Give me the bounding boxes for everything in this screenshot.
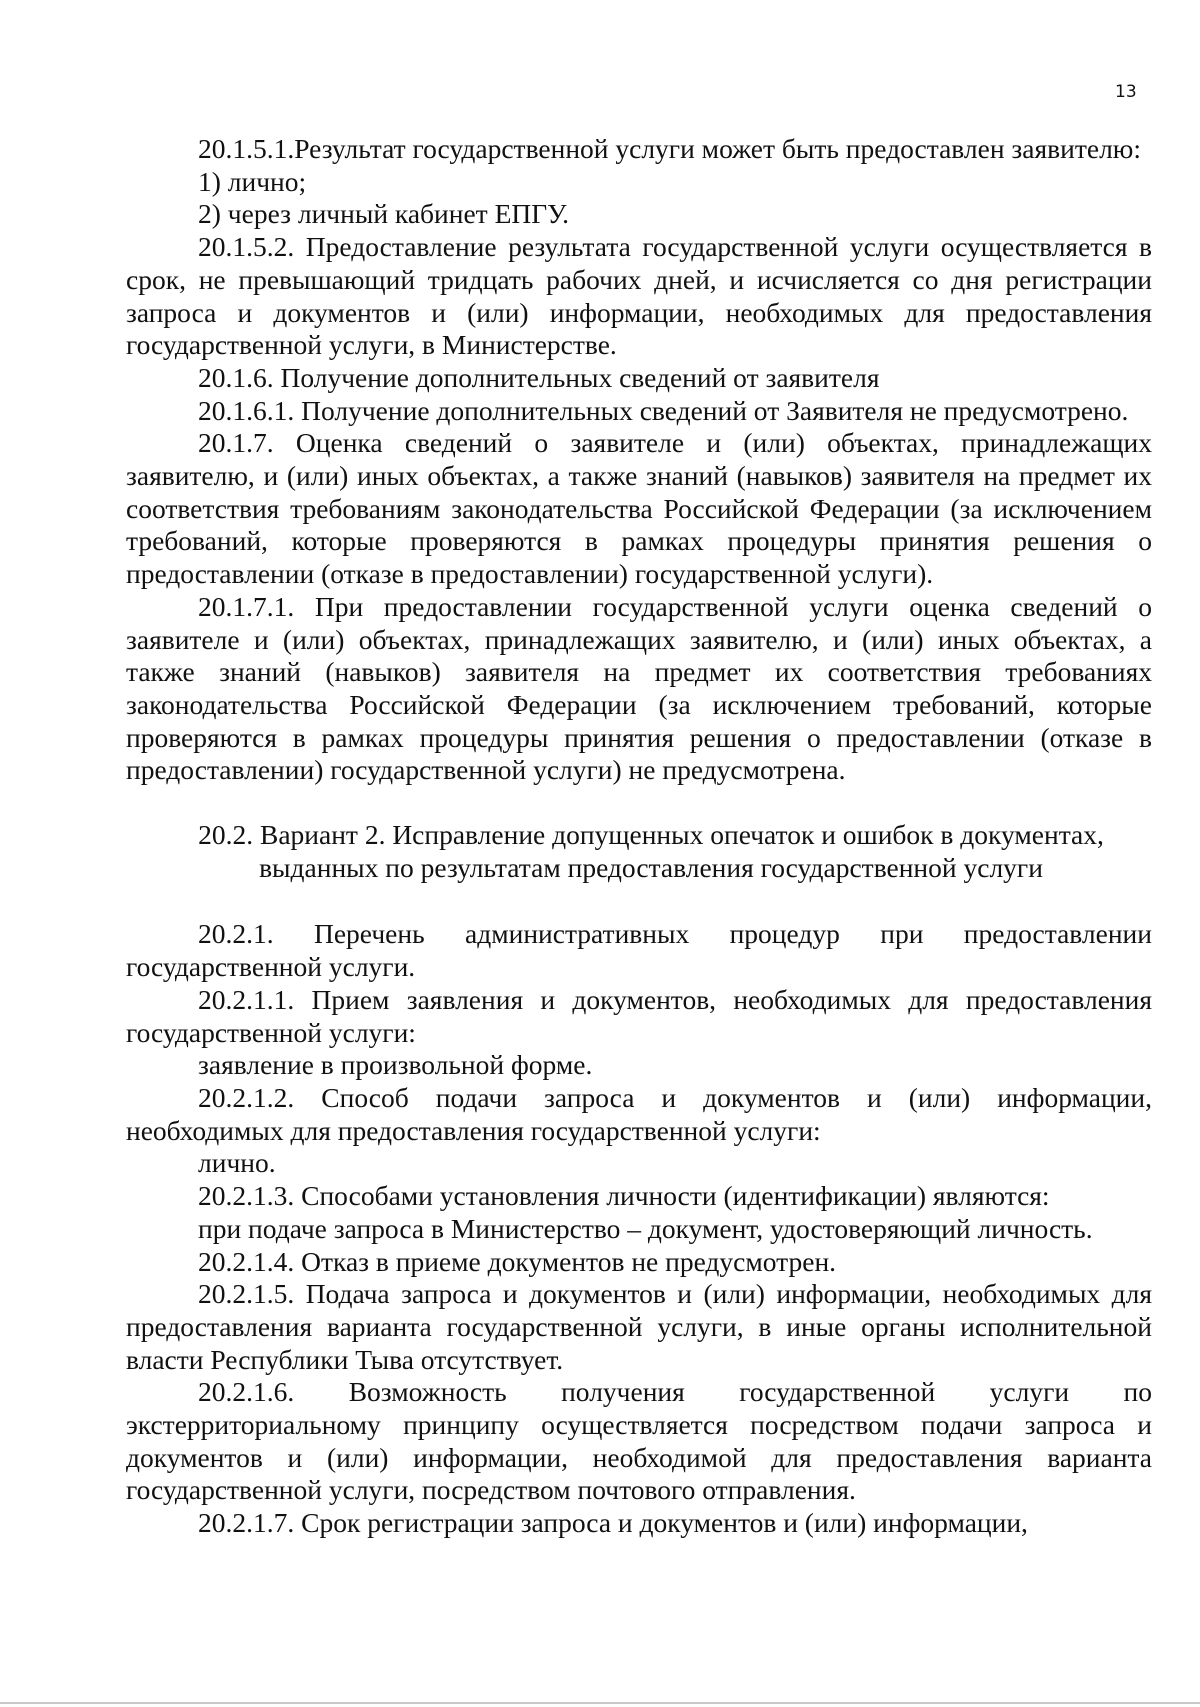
page-number: 13 [1115,82,1137,102]
list-item-in-person: 1) лично; [198,165,307,197]
paragraph-20-2-1: 20.2.1. Перечень административных процедур при предоставлении государственной услуги. [126,918,1152,983]
document-body [126,133,1152,1540]
paragraph-20-1-6-1: 20.1.6.1. Получение дополнительных сведений от Заявителя не предусмотрено. [198,394,1129,426]
paragraph-20-2-1-7: 20.2.1.7. Срок регистрации запроса и документов и (или) информации, [198,1507,1028,1539]
spacer [126,787,1152,819]
paragraph-in-person: лично. [198,1147,276,1179]
paragraph-free-form-application: заявление в произвольной форме. [198,1049,593,1081]
paragraph-20-2-1-3: 20.2.1.3. Способами установления личности (идентификации) являются: [198,1180,1050,1212]
section-heading-line-2: выданных по результатам предоставления государственной услуги [259,851,1043,883]
paragraph-20-2-1-5: 20.2.1.5. Подача запроса и документов и (или) информации, необходимых для предоставления варианта государственной услуги, в иные органы исполнительной власти Республики Тыва отсутствует. [126,1278,1152,1375]
paragraph-20-1-5-2: 20.1.5.2. Предоставление результата государственной услуги осуществляется в срок, не превышающий тридцать рабочих дней, и исчисляется со дня регистрации запроса и документов и (или) информации, необходимых для предоставления государственной услуги, в Министерстве. [126,231,1152,361]
paragraph-20-1-7-1: 20.1.7.1. При предоставлении государственной услуги оценка сведений о заявителе и (или) объектах, принадлежащих заявителю, и (или) иных объектах, а также знаний (навыков) заявителя на предмет их соответствия требованиях законодательства Российской Федерации (за исключением требований, которые проверяются в рамках процедуры принятия решения о предоставлении (отказе в предоставлении) государственной услуги) не предусмотрена. [126,590,1152,786]
list-item-epgu-cabinet: 2) через личный кабинет ЕПГУ. [198,198,569,230]
paragraph-20-2-1-4: 20.2.1.4. Отказ в приеме документов не предусмотрен. [198,1245,837,1277]
paragraph-20-1-5-1: 20.1.5.1.Результат государственной услуги может быть предоставлен заявителю: [198,133,1141,164]
page-bottom-edge [0,1702,1200,1704]
spacer [126,884,1152,918]
paragraph-20-1-7: 20.1.7. Оценка сведений о заявителе и (или) объектах, принадлежащих заявителю, и (или) иных объектах, а также знаний (навыков) заявителя на предмет их соответствия требованиям законодательства Российской Федерации (за исключением требований, которые проверяются в рамках процедуры принятия решения о предоставлении (отказе в предоставлении) государственной услуги). [126,427,1152,590]
section-heading-line-1: 20.2. Вариант 2. Исправление допущенных опечаток и ошибок в документах, [198,819,1104,851]
paragraph-20-1-6: 20.1.6. Получение дополнительных сведений от заявителя [198,361,880,393]
paragraph-20-2-1-1: 20.2.1.1. Прием заявления и документов, необходимых для предоставления государственной услуги: [126,983,1152,1048]
paragraph-identity-document: при подаче запроса в Министерство – документ, удостоверяющий личность. [198,1212,1093,1244]
paragraph-20-2-1-2: 20.2.1.2. Способ подачи запроса и документов и (или) информации, необходимых для предоставления государственной услуги: [126,1081,1152,1146]
paragraph-20-2-1-6: 20.2.1.6. Возможность получения государственной услуги по экстерриториальному принципу осуществляется посредством подачи запроса и документов и (или) информации, необходимой для предоставления варианта государственной услуги, посредством почтового отправления. [126,1376,1152,1506]
